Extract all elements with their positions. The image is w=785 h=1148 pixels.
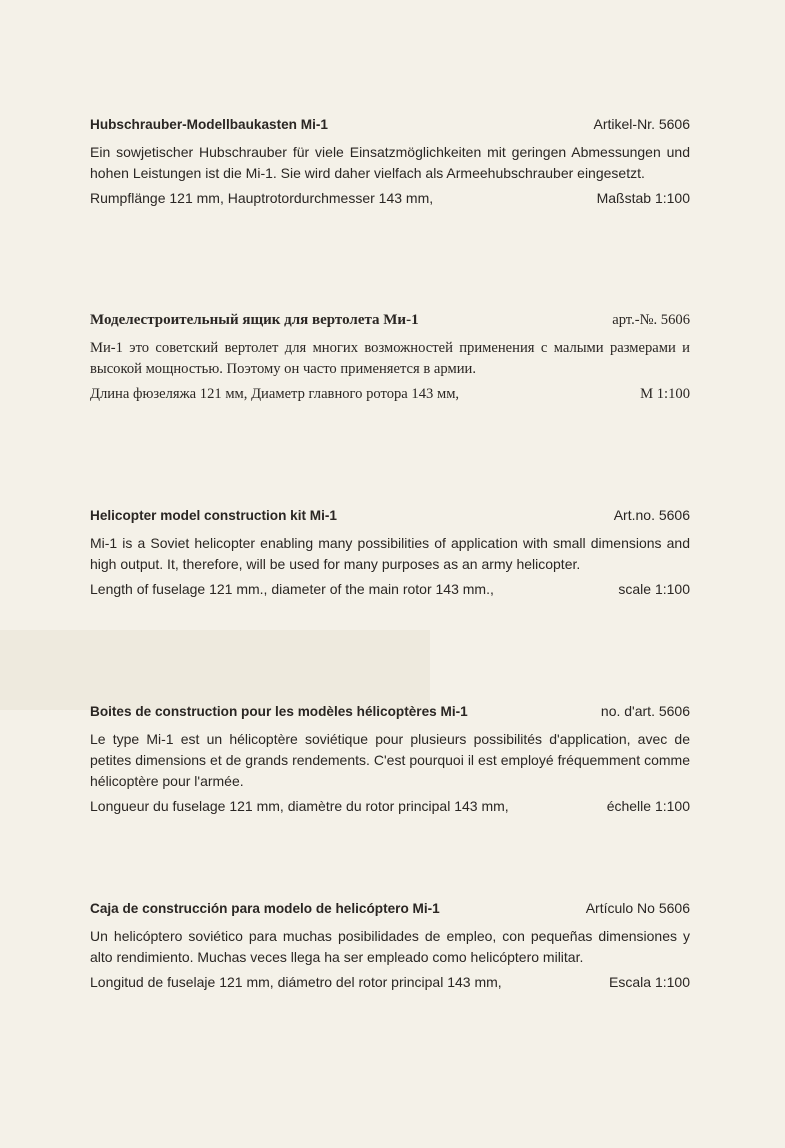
product-description: Mi-1 is a Soviet helicopter enabling many possibilities of application with small dimensions and high output. It, therefore, will be used for many purposes as an army helicopter. bbox=[90, 535, 690, 572]
article-number: Art.no. 5606 bbox=[613, 507, 690, 523]
title-row bbox=[90, 312, 690, 334]
product-description: Ми-1 это советский вертолет для многих возможностей применения с малыми размерами и высокой мощностью. Поэтому он часто применяется в армии. bbox=[90, 340, 690, 377]
section-english bbox=[90, 507, 690, 597]
dimensions-row bbox=[90, 581, 690, 597]
title-row bbox=[90, 116, 690, 138]
dimensions-text: Length of fuselage 121 mm., diameter of the main rotor 143 mm., bbox=[90, 581, 494, 597]
dimensions-row bbox=[90, 386, 690, 403]
product-description: Le type Mi-1 est un hélicoptère soviétique pour plusieurs possibilités d'application, avec de petites dimensions et de grands rendements. C'est pourquoi il est employé fréquemment comme hélicoptère pour l'armée. bbox=[90, 731, 690, 789]
article-number: Artículo No 5606 bbox=[585, 900, 690, 916]
title-row bbox=[90, 507, 690, 529]
scale-text: échelle 1:100 bbox=[606, 798, 690, 814]
scale-text: М 1:100 bbox=[640, 386, 690, 402]
product-title: Моделестроительный ящик для вертолета Ми-1 bbox=[90, 312, 419, 328]
section-spanish bbox=[90, 900, 690, 990]
article-number: арт.-№. 5606 bbox=[612, 312, 690, 328]
dimensions-text: Rumpflänge 121 mm, Hauptrotordurchmesser 143 mm, bbox=[90, 190, 434, 206]
article-number: no. d'art. 5606 bbox=[600, 703, 690, 719]
dimensions-row bbox=[90, 190, 690, 206]
product-description: Un helicóptero soviético para muchas posibilidades de empleo, con pequeñas dimensiones y alto rendimiento. Muchas veces llega ha ser empleado como helicóptero militar. bbox=[90, 928, 690, 965]
section-german bbox=[90, 116, 690, 206]
product-title: Caja de construcción para modelo de helicóptero Mi-1 bbox=[90, 901, 440, 916]
scale-text: scale 1:100 bbox=[618, 581, 690, 597]
product-title: Boites de construction pour les modèles hélicoptères Mi-1 bbox=[90, 704, 468, 719]
dimensions-text: Longitud de fuselaje 121 mm, diámetro del rotor principal 143 mm, bbox=[90, 974, 502, 990]
dimensions-text: Longueur du fuselage 121 mm, diamètre du rotor principal 143 mm, bbox=[90, 798, 509, 814]
scale-text: Escala 1:100 bbox=[609, 974, 690, 990]
section-russian bbox=[90, 312, 690, 403]
scale-text: Maßstab 1:100 bbox=[596, 190, 690, 206]
background-show-through bbox=[0, 630, 430, 710]
article-number: Artikel-Nr. 5606 bbox=[593, 116, 690, 132]
dimensions-row bbox=[90, 974, 690, 990]
dimensions-text: Длина фюзеляжа 121 мм, Диаметр главного ротора 143 мм, bbox=[90, 386, 460, 402]
dimensions-row bbox=[90, 798, 690, 814]
section-french bbox=[90, 703, 690, 814]
product-title: Helicopter model construction kit Mi-1 bbox=[90, 508, 337, 523]
title-row bbox=[90, 703, 690, 725]
product-title: Hubschrauber-Modellbaukasten Mi-1 bbox=[90, 117, 328, 132]
product-description: Ein sowjetischer Hubschrauber für viele Einsatzmöglichkeiten mit geringen Abmessungen und hohen Leistungen ist die Mi-1. Sie wird daher vielfach als Armeehubschrauber eingesetzt. bbox=[90, 144, 690, 181]
title-row bbox=[90, 900, 690, 922]
